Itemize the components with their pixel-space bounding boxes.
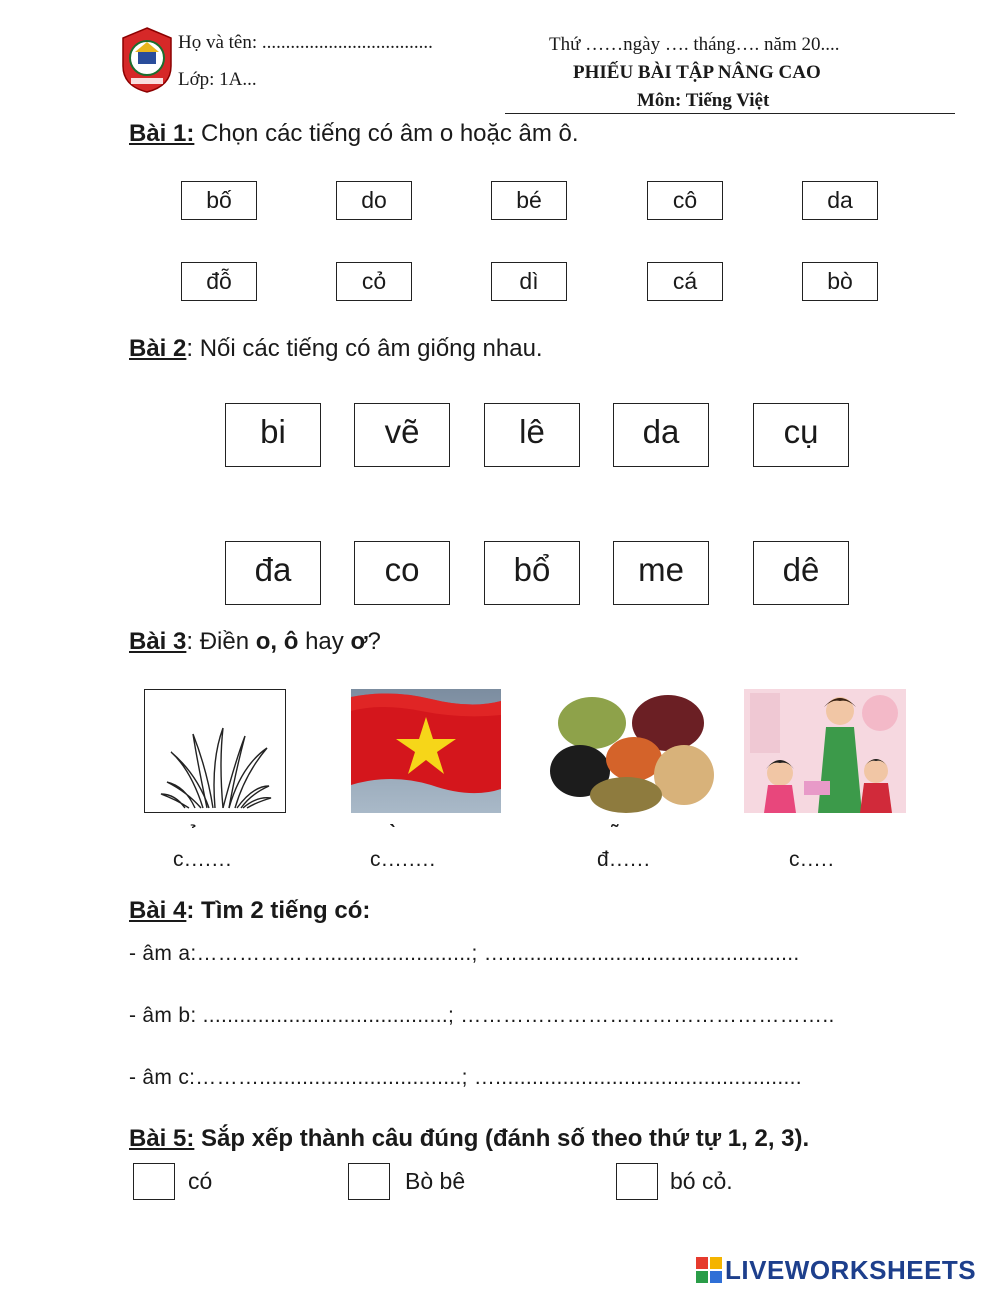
ex5-number-box[interactable]	[133, 1163, 175, 1200]
school-logo-icon	[121, 26, 173, 94]
ex2-word-box[interactable]: bi	[225, 403, 321, 467]
brand-name: LIVEWORKSHEETS	[725, 1254, 977, 1285]
ex4-line-a[interactable]: - âm a:………………........................; …................................................	[129, 942, 800, 965]
ex2-word-box[interactable]: bổ	[484, 541, 580, 605]
ex2-word-box[interactable]: đa	[225, 541, 321, 605]
ex1-word-box[interactable]: dì	[491, 262, 567, 301]
ex2-title	[129, 335, 543, 363]
ex1-word-box[interactable]: cá	[647, 262, 723, 301]
ex1-word-box[interactable]: bò	[802, 262, 878, 301]
ex5-number-box[interactable]	[616, 1163, 658, 1200]
ex1-word-box[interactable]: da	[802, 181, 878, 220]
ex4-title	[129, 897, 370, 925]
ex4-prompt: : Tìm 2 tiếng có:	[186, 897, 371, 924]
ex1-word-box[interactable]: bé	[491, 181, 567, 220]
beans-picture	[550, 689, 715, 813]
ex2-prompt: : Nối các tiếng có âm giống nhau.	[186, 335, 543, 362]
ex3-fill-blank[interactable]: đ......	[597, 848, 651, 871]
ex5-word: bó cỏ.	[670, 1168, 733, 1194]
ex5-prompt: Sắp xếp thành câu đúng (đánh số theo thứ tự 1, 2, 3).	[194, 1125, 810, 1152]
ex2-word-box[interactable]: co	[354, 541, 450, 605]
ex2-word-box[interactable]: cụ	[753, 403, 849, 467]
ex1-word-box[interactable]: cô	[647, 181, 723, 220]
ex1-prompt: Chọn các tiếng có âm o hoặc âm ô.	[194, 120, 579, 147]
ex2-label: Bài 2	[129, 335, 187, 362]
grass-picture	[144, 689, 286, 813]
ex4-line-b[interactable]: - âm b: ........................................; ……………………………………………..	[129, 1004, 835, 1027]
ex3-fill-blank[interactable]: c.....	[789, 848, 835, 871]
ex3-prompt-mid: hay	[298, 628, 351, 655]
subject-line: Môn: Tiếng Việt	[637, 90, 770, 111]
ex2-word-box[interactable]: vẽ	[354, 403, 450, 467]
ex1-word-box[interactable]: đỗ	[181, 262, 257, 301]
ex4-label: Bài 4	[129, 897, 187, 924]
ex3-label: Bài 3	[129, 628, 187, 655]
flag-picture	[351, 689, 501, 813]
sheet-title: PHIẾU BÀI TẬP NÂNG CAO	[573, 62, 821, 83]
ex1-word-box[interactable]: bố	[181, 181, 257, 220]
ex5-word: Bò bê	[405, 1168, 466, 1194]
header-divider	[505, 113, 955, 114]
ex5-word: có	[188, 1168, 213, 1194]
ex5-number-box[interactable]	[348, 1163, 390, 1200]
ex1-title	[129, 120, 579, 148]
ex5-title	[129, 1125, 809, 1153]
ex1-word-box[interactable]: cỏ	[336, 262, 412, 301]
ex2-word-box[interactable]: lê	[484, 403, 580, 467]
ex3-prompt-end: ?	[367, 628, 381, 655]
date-line: Thứ ……ngày …. tháng…. năm 20....	[549, 34, 840, 55]
ex3-title	[129, 628, 381, 656]
ex5-label: Bài 5:	[129, 1125, 195, 1152]
liveworksheets-logo-icon	[696, 1257, 722, 1283]
ex1-label: Bài 1:	[129, 120, 195, 147]
ex1-word-box[interactable]: do	[336, 181, 412, 220]
ex3-fill-blank[interactable]: c........	[370, 848, 437, 871]
class-field-line: Lớp: 1A...	[178, 69, 257, 90]
ex3-prompt-bold2: ơ	[350, 628, 368, 655]
ex3-fill-blank[interactable]: c.......	[173, 848, 233, 871]
ex2-word-box[interactable]: dê	[753, 541, 849, 605]
liveworksheets-brand	[696, 1252, 996, 1288]
ex2-word-box[interactable]: da	[613, 403, 709, 467]
ex3-prompt-bold: o, ô	[255, 628, 299, 655]
ex4-line-c[interactable]: - âm c:……….................................; …..................................................	[129, 1066, 802, 1089]
name-field-line: Họ và tên: ....................................	[178, 32, 433, 53]
ex3-prompt-pre: : Điền	[186, 628, 256, 655]
teacher-picture	[744, 689, 906, 813]
ex2-word-box[interactable]: me	[613, 541, 709, 605]
